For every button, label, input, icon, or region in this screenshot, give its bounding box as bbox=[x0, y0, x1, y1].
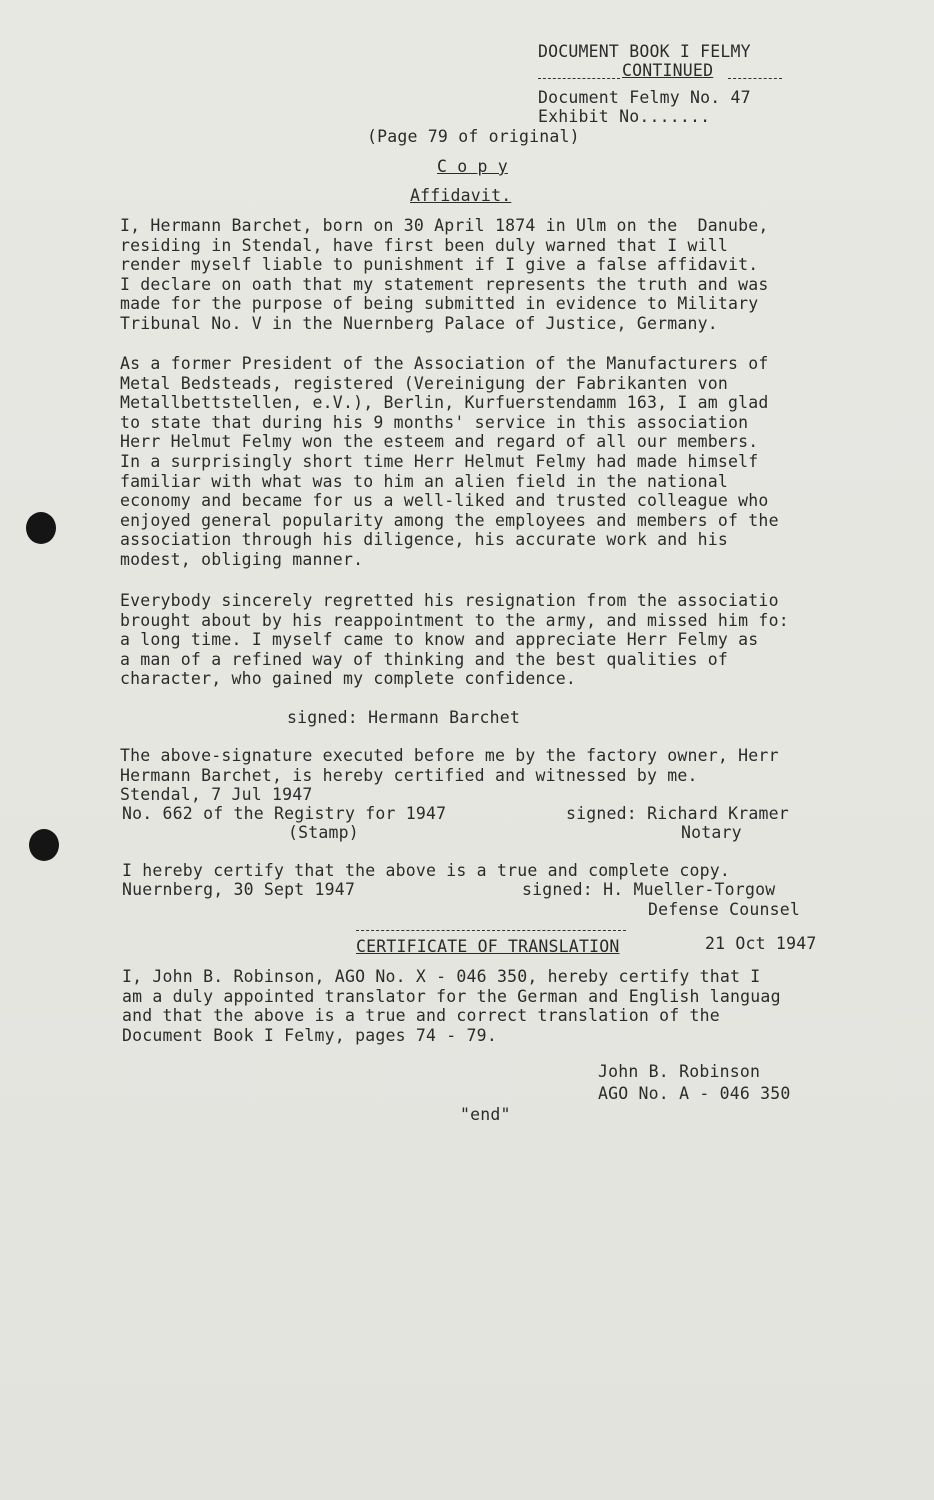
header-rule-left bbox=[538, 78, 620, 79]
affiant-signature: signed: Hermann Barchet bbox=[287, 708, 521, 727]
translation-date: 21 Oct 1947 bbox=[705, 934, 817, 953]
defense-counsel-signed: signed: H. Mueller-Torgow bbox=[522, 880, 776, 899]
affidavit-paragraph-1: I, Hermann Barchet, born on 30 April 1874 in Ulm on the Danube, residing in Stendal, have first been duly warned that I will render myself liable to punishment if I give a false affidavit. I declare on oath that my statement represents the truth and was made for the purpose of being submitted in evidence to Military Tribunal No. V in the Nuernberg Palace of Justice, Germany. bbox=[120, 216, 769, 333]
punch-hole bbox=[29, 829, 59, 861]
header-rule-right bbox=[728, 78, 782, 79]
punch-hole bbox=[26, 512, 56, 544]
translation-rule bbox=[356, 930, 626, 931]
end-mark: "end" bbox=[460, 1105, 511, 1124]
document-book-title: DOCUMENT BOOK I FELMY bbox=[538, 42, 751, 61]
notary-certification-text: The above-signature executed before me by the factory owner, Herr Hermann Barchet, is hereby certified and witnessed by me. Stendal, 7 Jul 1947 bbox=[120, 746, 779, 805]
translator-ago-number: AGO No. A - 046 350 bbox=[598, 1084, 791, 1103]
defense-counsel-title: Defense Counsel bbox=[648, 900, 801, 919]
translator-name: John B. Robinson bbox=[598, 1062, 761, 1081]
notary-title: Notary bbox=[681, 823, 742, 842]
stamp-label: (Stamp) bbox=[288, 823, 359, 842]
affidavit-paragraph-2: As a former President of the Association of the Manufacturers of Metal Bedsteads, registered (Vereinigung der Fabrikanten von Metallbettstellen, e.V.), Berlin, Kurfuerstendamm 163, I am glad to state that during his 9 months' service in this association Herr Helmut Felmy won the esteem and regard of all our members. In a surprisingly short time Herr Helmut Felmy had made himself familiar with what was to him an alien field in the national economy and became for us a well-liked and trusted colleague who enjoyed general popularity among the employees and members of the association through his diligence, his accurate work and his modest, obliging manner. bbox=[120, 354, 779, 569]
exhibit-number: Exhibit No....... bbox=[538, 107, 711, 126]
copy-certification-line: I hereby certify that the above is a true and complete copy. bbox=[122, 861, 731, 880]
affidavit-title: Affidavit. bbox=[410, 186, 512, 205]
translation-certificate-text: I, John B. Robinson, AGO No. X - 046 350, hereby certify that I am a duly appointed translator for the German and English languag and that the above is a true and correct translation of the Document Book I Felmy, pages 74 - 79. bbox=[122, 967, 781, 1045]
page-reference: (Page 79 of original) bbox=[367, 127, 580, 146]
continued-label: CONTINUED bbox=[622, 61, 714, 80]
notary-signed: signed: Richard Kramer bbox=[566, 804, 789, 823]
copy-certification-place-date: Nuernberg, 30 Sept 1947 bbox=[122, 880, 356, 899]
copy-label: C o p y bbox=[437, 157, 508, 176]
registry-number: No. 662 of the Registry for 1947 bbox=[122, 804, 447, 823]
affidavit-paragraph-3: Everybody sincerely regretted his resignation from the associatio brought about by his reappointment to the army, and missed him fo: a long time. I myself came to know and appreciate Herr Felmy as a man of a refined way of thinking and the best qualities of character, who gained my complete confidence. bbox=[120, 591, 789, 689]
document-number: Document Felmy No. 47 bbox=[538, 88, 751, 107]
translation-heading: CERTIFICATE OF TRANSLATION bbox=[356, 937, 620, 956]
